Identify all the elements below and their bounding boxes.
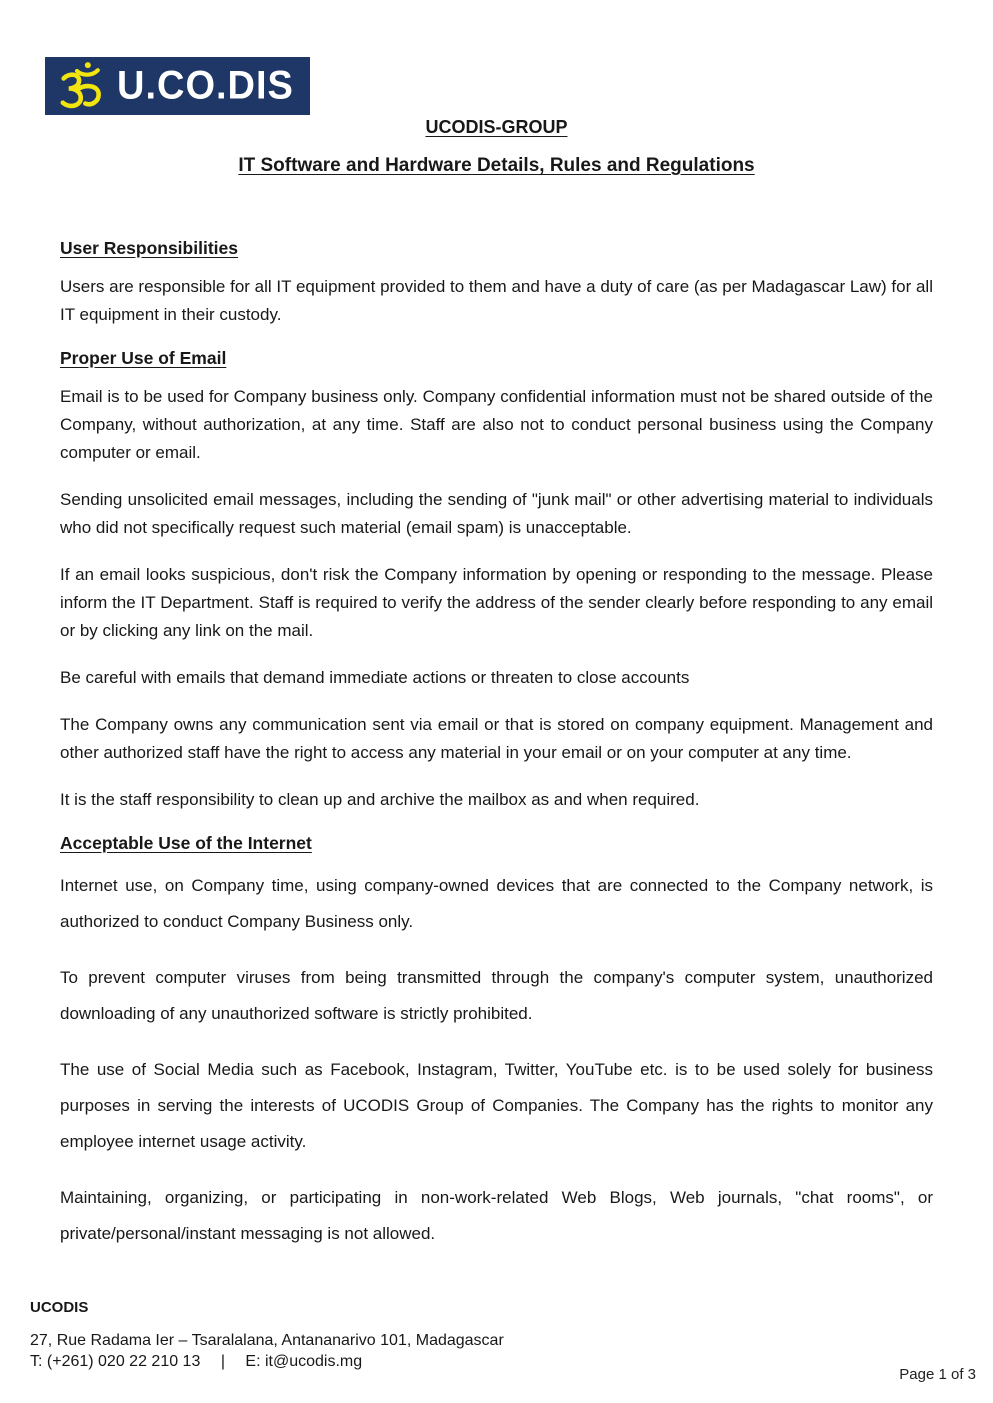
footer-contact [30, 1353, 504, 1371]
footer-address: 27, Rue Radama Ier – Tsaralalana, Antananarivo 101, Madagascar [30, 1332, 504, 1349]
footer-email: E: it@ucodis.mg [245, 1353, 363, 1370]
paragraph: Email is to be used for Company business only. Company confidential information must not be shared outside of the Company, without authorization, at any time. Staff are also not to conduct personal business using the Company computer or email. [60, 387, 933, 462]
page-number: Page 1 of 3 [899, 1366, 976, 1383]
om-icon [55, 61, 117, 111]
paragraph: To prevent computer viruses from being transmitted through the company's computer system, unauthorized downloading of any unauthorized software is strictly prohibited. [60, 968, 933, 1023]
section-heading-user-responsibilities: User Responsibilities [60, 238, 238, 258]
section-heading-proper-use-of-email: Proper Use of Email [60, 348, 227, 368]
footer-separator: | [220, 1353, 225, 1370]
paragraph: If an email looks suspicious, don't risk the Company information by opening or responding to the message. Please inform the IT Department. Staff is required to verify the address of the sender clearly before responding to any email or by clicking any link on the mail. [60, 565, 933, 640]
paragraph: Internet use, on Company time, using company-owned devices that are connected to the Company network, is authorized to conduct Company Business only. [60, 876, 933, 931]
footer-company: UCODIS [30, 1299, 89, 1316]
section-heading-acceptable-use-of-internet: Acceptable Use of the Internet [60, 833, 312, 853]
paragraph: Users are responsible for all IT equipment provided to them and have a duty of care (as per Madagascar Law) for all IT equipment in their custody. [60, 277, 933, 324]
document-title: UCODIS-GROUP [425, 117, 568, 137]
paragraph: Be careful with emails that demand immediate actions or threaten to close accounts [60, 668, 690, 687]
paragraph: It is the staff responsibility to clean up and archive the mailbox as and when required. [60, 790, 700, 809]
paragraph: The use of Social Media such as Facebook, Instagram, Twitter, YouTube etc. is to be used solely for business purposes in serving the interests of UCODIS Group of Companies. The Company has the rights to monitor any employee internet usage activity. [60, 1060, 933, 1151]
logo-text: U.CO.DIS [117, 63, 294, 109]
footer-phone: T: (+261) 020 22 210 13 [30, 1353, 201, 1370]
document-body [60, 238, 933, 1272]
document-footer [30, 1299, 504, 1371]
ucodis-logo [45, 57, 310, 115]
title-block [0, 117, 993, 177]
paragraph: Sending unsolicited email messages, including the sending of "junk mail" or other advertising material to individuals who did not specifically request such material (email spam) is unacceptable. [60, 490, 933, 537]
internet-section-paragraphs [60, 868, 933, 1252]
paragraph: The Company owns any communication sent via email or that is stored on company equipment. Management and other authorized staff have the right to access any material in your email or on your computer at any time. [60, 715, 933, 762]
paragraph: Maintaining, organizing, or participating in non-work-related Web Blogs, Web journals, "chat rooms", or private/personal/instant messaging is not allowed. [60, 1188, 933, 1243]
document-subtitle: IT Software and Hardware Details, Rules and Regulations [238, 155, 755, 176]
